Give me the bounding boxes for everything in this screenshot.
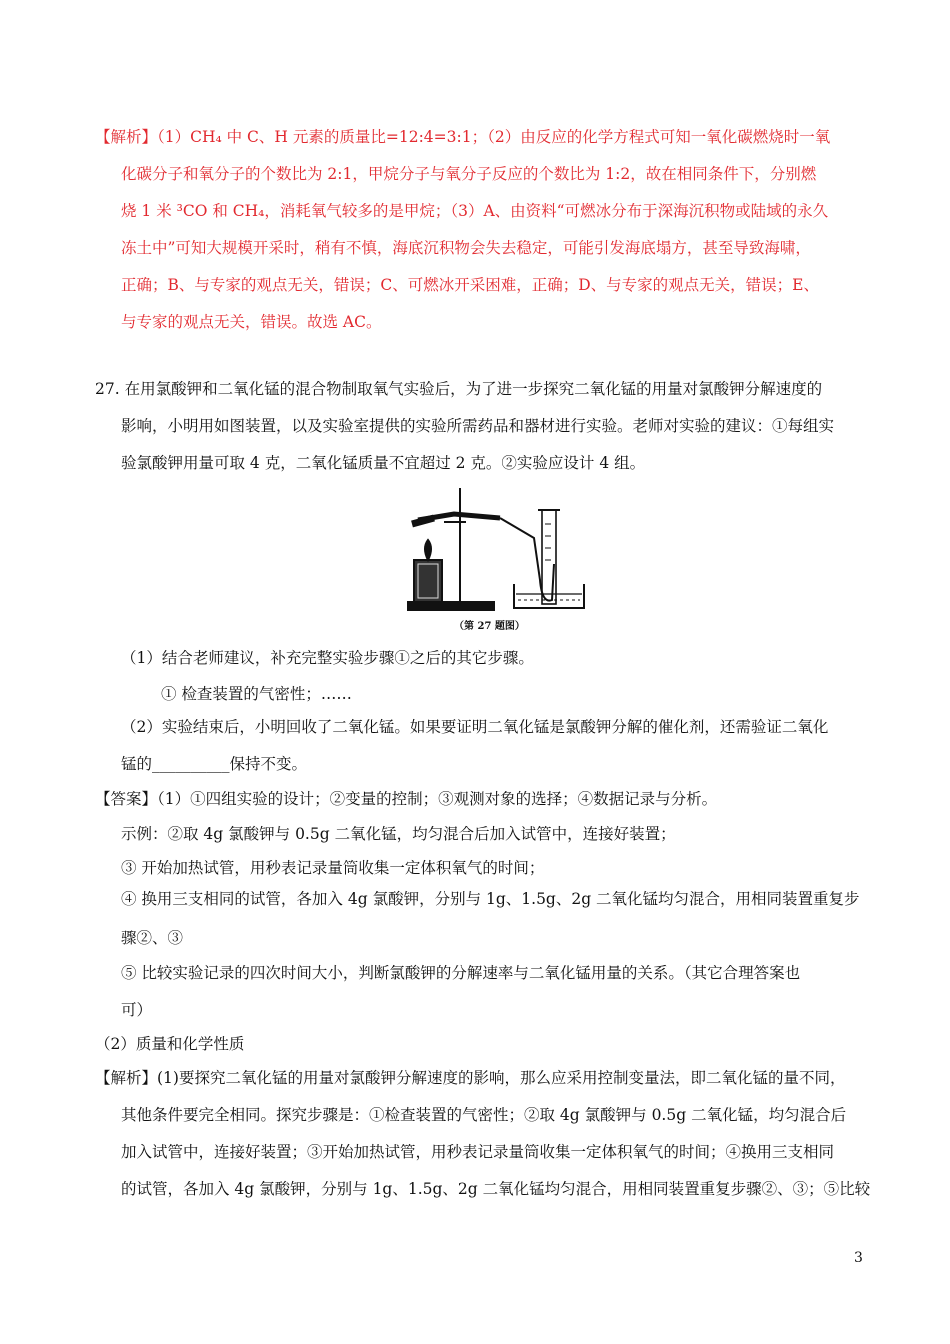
apparatus-figure [404, 484, 586, 634]
answer-line-2: 示例：②取 4g 氯酸钾与 0.5g 二氧化锰，均匀混合后加入试管中，连接好装置； [121, 825, 676, 843]
question-27-line-3: 验氯酸钾用量可取 4 克，二氧化锰质量不宜超过 2 克。②实验应设计 4 组。 [121, 454, 646, 472]
answer-line-6: ⑤ 比较实验记录的四次时间大小，判断氯酸钾的分解速率与二氧化锰用量的关系。（其它合理答案也 [121, 964, 801, 982]
page-number: 3 [854, 1250, 863, 1266]
apparatus-diagram [404, 484, 586, 634]
analysis-prev-line-6: 与专家的观点无关，错误。故选 AC。 [121, 313, 382, 331]
answer-line-7: 可） [121, 1001, 153, 1019]
analysis-27-line-2: 其他条件要完全相同。探究步骤是：①检查装置的气密性；②取 4g 氯酸钾与 0.5g 二氧化锰，均匀混合后 [121, 1106, 847, 1124]
answer-line-1: 【答案】（1）①四组实验的设计；②变量的控制；③观测对象的选择；④数据记录与分析。 [95, 790, 718, 808]
delivery-tube [500, 518, 554, 601]
analysis-27-line-4: 的试管，各加入 4g 氯酸钾，分别与 1g、1.5g、2g 二氧化锰均匀混合，用相同装置重复步骤②、③；⑤比较 [121, 1180, 871, 1198]
answer-line-4: ④ 换用三支相同的试管，各加入 4g 氯酸钾，分别与 1g、1.5g、2g 二氧化锰均匀混合，用相同装置重复步 [121, 890, 860, 908]
analysis-27-line-1: 【解析】(1)要探究二氧化锰的用量对氯酸钾分解速度的影响，那么应采用控制变量法，即二氧化锰的量不同， [95, 1069, 846, 1087]
figure-caption: （第 27 题图） [454, 621, 525, 632]
analysis-prev-line-3: 烧 1 米 ³CO 和 CH₄，消耗氧气较多的是甲烷；（3）A、由资料“可燃冰分布于深海沉积物或陆域的永久 [121, 202, 829, 220]
answer-line-5: 骤②、③ [121, 929, 184, 947]
question-27-line-1: 27. 在用氯酸钾和二氧化锰的混合物制取氧气实验后，为了进一步探究二氧化锰的用量对氯酸钾分解速度的 [95, 380, 823, 398]
sub-question-2-line-1: （2）实验结束后，小明回收了二氧化锰。如果要证明二氧化锰是氯酸钾分解的催化剂，还需验证二氧化 [121, 718, 829, 736]
analysis-prev-line-4: 冻土中”可知大规模开采时，稍有不慎，海底沉积物会失去稳定，可能引发海底塌方，甚至导致海啸， [121, 239, 811, 257]
answer-line-8: （2）质量和化学性质 [95, 1035, 245, 1053]
analysis-27-line-3: 加入试管中，连接好装置；③开始加热试管，用秒表记录量筒收集一定体积氧气的时间；④换用三支相同 [121, 1143, 835, 1161]
question-27-line-2: 影响，小明用如图装置，以及实验室提供的实验所需药品和器材进行实验。老师对实验的建议：①每组实 [121, 417, 835, 435]
answer-line-3: ③ 开始加热试管，用秒表记录量筒收集一定体积氧气的时间； [121, 859, 545, 877]
stand-base [408, 602, 494, 610]
sub-question-1-step: ① 检查装置的气密性；…… [161, 685, 352, 703]
analysis-prev-line-1: 【解析】（1）CH₄ 中 C、H 元素的质量比=12:4=3:1；（2）由反应的化学方程式可知一氧化碳燃烧时一氧 [95, 128, 831, 146]
flame [425, 540, 431, 560]
sub-question-2-line-2: 锰的__________保持不变。 [121, 755, 308, 773]
analysis-prev-line-5: 正确；B、与专家的观点无关，错误；C、可燃冰开采困难，正确；D、与专家的观点无关，错误；E、 [121, 276, 819, 294]
sub-question-1: （1）结合老师建议，补充完整实验步骤①之后的其它步骤。 [121, 649, 534, 667]
analysis-prev-line-2: 化碳分子和氧分子的个数比为 2:1，甲烷分子与氧分子反应的个数比为 1:2，故在相同条件下，分别燃 [121, 165, 817, 183]
